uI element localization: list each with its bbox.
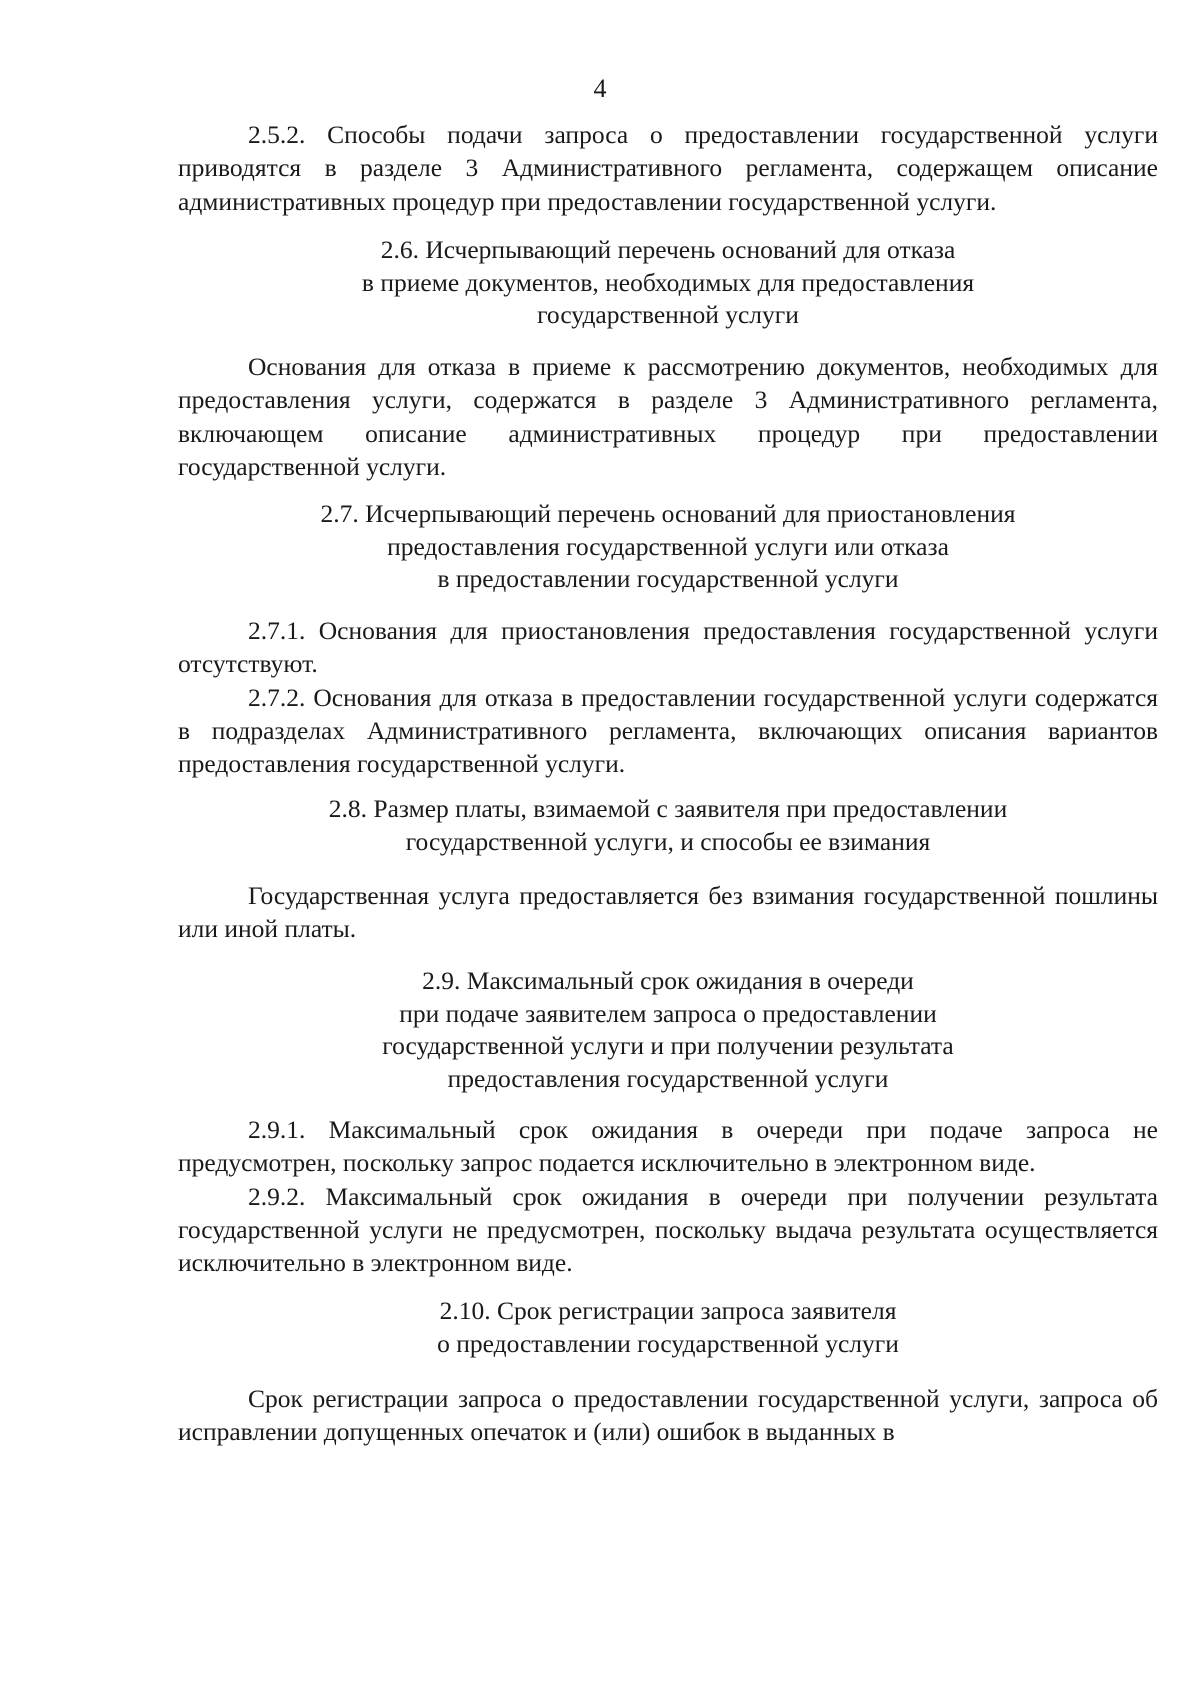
- heading-line: государственной услуги, и способы ее взимания: [405, 826, 931, 856]
- paragraph-2-10: Срок регистрации запроса о предоставлении государственной услуги, запроса об исправлении допущенных опечаток и (или) ошибок в выданных в: [178, 1384, 1158, 1447]
- heading-line: государственной услуги: [537, 300, 799, 329]
- heading-line: предоставления государственной услуги: [447, 1063, 889, 1093]
- paragraph-2-9-1: 2.9.1. Максимальный срок ожидания в очереди при подаче запроса не предусмотрен, поскольку запрос подается исключительно в электронном виде.: [178, 1115, 1158, 1178]
- heading-line: 2.7. Исчерпывающий перечень оснований для приостановления: [320, 499, 1016, 528]
- section-2-5-2: [178, 118, 1158, 218]
- section-2-9: [178, 1113, 1158, 1279]
- heading-line: 2.8. Размер платы, взимаемой с заявителя при предоставлении: [328, 794, 1008, 823]
- heading-line: государственной услуги и при получении результата: [382, 1031, 954, 1060]
- paragraph-2-9-2: 2.9.2. Максимальный срок ожидания в очереди при получении результата государственной услуги не предусмотрен, поскольку выдача результата осуществляется исключительно в электронном виде.: [178, 1181, 1158, 1278]
- heading-line: в приеме документов, необходимых для предоставления: [361, 267, 975, 297]
- paragraph-2-7-2: 2.7.2. Основания для отказа в предоставлении государственной услуги содержатся в подразделах Административного регламента, включающих описания вариантов предоставления государственной услуги.: [178, 682, 1158, 779]
- heading-2-8: [178, 793, 1158, 858]
- paragraph-2-6: Основания для отказа в приеме к рассмотрению документов, необходимых для предоставления услуги, содержатся в разделе 3 Административного регламента, включающем описание административных процедур при предоставлении государственной услуги.: [178, 352, 1158, 481]
- heading-2-7: [178, 498, 1158, 596]
- page-number: 4: [593, 74, 607, 103]
- section-2-6: [178, 350, 1158, 483]
- section-2-8: [178, 879, 1158, 946]
- heading-2-6: [178, 234, 1158, 332]
- heading-line: в предоставлении государственной услуги: [437, 564, 899, 593]
- heading-line: 2.9. Максимальный срок ожидания в очереди: [422, 966, 914, 995]
- heading-line: о предоставлении государственной услуги: [437, 1328, 899, 1358]
- heading-line: 2.10. Срок регистрации запроса заявителя: [439, 1296, 897, 1325]
- paragraph-2-5-2: 2.5.2. Способы подачи запроса о предоставлении государственной услуги приводятся в разделе 3 Административного регламента, содержащем описание административных процедур при предоставлении государственной услуги.: [178, 120, 1158, 216]
- section-2-7: [178, 614, 1158, 780]
- paragraph-2-7-1: 2.7.1. Основания для приостановления предоставления государственной услуги отсутствуют.: [178, 616, 1158, 679]
- heading-line: 2.6. Исчерпывающий перечень оснований для отказа: [380, 235, 956, 264]
- heading-2-9: [178, 965, 1158, 1095]
- heading-line: при подаче заявителем запроса о предоставлении: [399, 998, 937, 1028]
- heading-2-10: [178, 1295, 1158, 1360]
- heading-line: предоставления государственной услуги или отказа: [387, 531, 949, 561]
- section-2-10: [178, 1382, 1158, 1449]
- paragraph-2-8: Государственная услуга предоставляется без взимания государственной пошлины или иной платы.: [178, 881, 1158, 944]
